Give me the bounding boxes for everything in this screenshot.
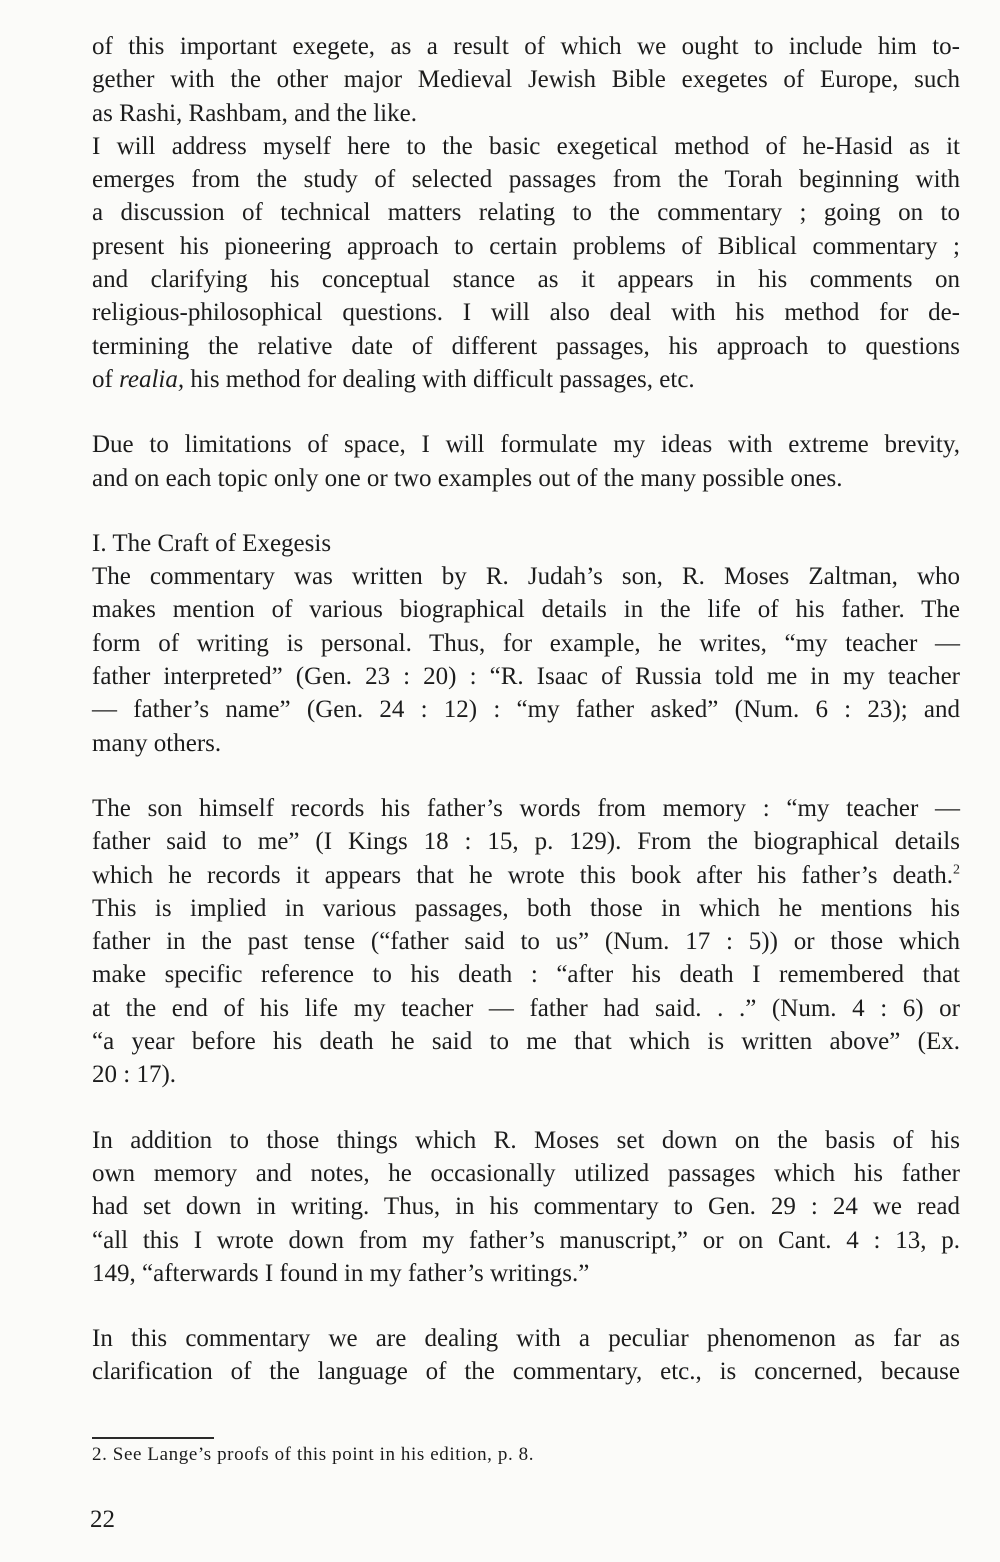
text-line: 149, “afterwards I found in my father’s writings.” (92, 1259, 590, 1287)
text-line: make specific reference to his death : “after his death I remembered that (92, 961, 960, 989)
text-line: “all this I wrote down from my father’s manuscript,” or on Cant. 4 : 13, p. (92, 1226, 960, 1254)
text-fragment: of (92, 365, 120, 393)
text-line: gether with the other major Medieval Jewish Bible exegetes of Europe, such (92, 66, 960, 94)
text-line: In addition to those things which R. Moses set down on the basis of his (92, 1126, 960, 1154)
text-line: at the end of his life my teacher — father had said. . .” (Num. 4 : 6) or (92, 994, 960, 1022)
paragraph-2 (92, 130, 960, 396)
paragraph-7 (92, 1322, 960, 1389)
section-craft-of-exegesis (92, 527, 960, 760)
text-line: In this commentary we are dealing with a peculiar phenomenon as far as (92, 1325, 960, 1353)
text-line: The son himself records his father’s words from memory : “my teacher — (92, 794, 960, 822)
text-line: of this important exegete, as a result of which we ought to include him to- (92, 33, 960, 60)
text-fragment: which he records it appears that he wrote this book after his father’s death. (92, 861, 953, 889)
text-fragment: his method for dealing with difficult passages, etc. (184, 365, 695, 393)
text-line: and on each topic only one or two examples out of the many possible ones. (92, 464, 843, 492)
text-line (92, 363, 960, 396)
italic-term-realia: realia, (119, 365, 185, 393)
footnote-reference[interactable]: 2 (953, 862, 960, 878)
text-line: as Rashi, Rashbam, and the like. (92, 99, 417, 127)
footnote-divider (92, 1437, 214, 1439)
paragraph-5 (92, 792, 960, 1092)
text-line: and clarifying his conceptual stance as it appears in his comments on (92, 266, 960, 294)
text-line: makes mention of various biographical details in the life of his father. The (92, 596, 960, 624)
text-line: I will address myself here to the basic exegetical method of he-Hasid as it (92, 132, 960, 160)
text-line: emerges from the study of selected passages from the Torah beginning with (92, 166, 960, 194)
text-line: own memory and notes, he occasionally utilized passages which his father (92, 1159, 960, 1187)
text-line: — father’s name” (Gen. 24 : 12) : “my father asked” (Num. 6 : 23); and (92, 696, 960, 724)
text-line: form of writing is personal. Thus, for example, he writes, “my teacher — (92, 629, 960, 657)
text-line: father in the past tense (“father said to us” (Num. 17 : 5)) or those which (92, 928, 960, 956)
page-body (92, 30, 960, 1389)
text-line: had set down in writing. Thus, in his commentary to Gen. 29 : 24 we read (92, 1193, 960, 1221)
text-line: This is implied in various passages, both those in which he mentions his (92, 894, 960, 922)
section-heading: I. The Craft of Exegesis (92, 529, 332, 557)
footnote-2: 2. See Lange’s proofs of this point in his edition, p. 8. (92, 1444, 535, 1465)
text-line: father said to me” (I Kings 18 : 15, p. 129). From the biographical details (92, 828, 960, 856)
text-line (92, 859, 960, 892)
text-line: clarification of the language of the commentary, etc., is concerned, because (92, 1358, 960, 1386)
page-number: 22 (90, 1506, 115, 1533)
text-line: Due to limitations of space, I will formulate my ideas with extreme brevity, (92, 431, 960, 459)
paragraph-3 (92, 428, 960, 495)
text-line: a discussion of technical matters relating to the commentary ; going on to (92, 199, 960, 227)
text-line: many others. (92, 729, 222, 757)
text-line: father interpreted” (Gen. 23 : 20) : “R. Isaac of Russia told me in my teacher (92, 663, 960, 691)
paragraph-1 (92, 30, 960, 130)
text-line: “a year before his death he said to me that which is written above” (Ex. (92, 1028, 960, 1056)
text-line: present his pioneering approach to certain problems of Biblical commentary ; (92, 232, 960, 260)
text-line: The commentary was written by R. Judah’s son, R. Moses Zaltman, who (92, 563, 960, 591)
text-line: religious-philosophical questions. I will also deal with his method for de- (92, 299, 960, 327)
text-line: termining the relative date of different passages, his approach to questions (92, 332, 960, 360)
paragraph-6 (92, 1124, 960, 1290)
text-line: 20 : 17). (92, 1061, 177, 1089)
